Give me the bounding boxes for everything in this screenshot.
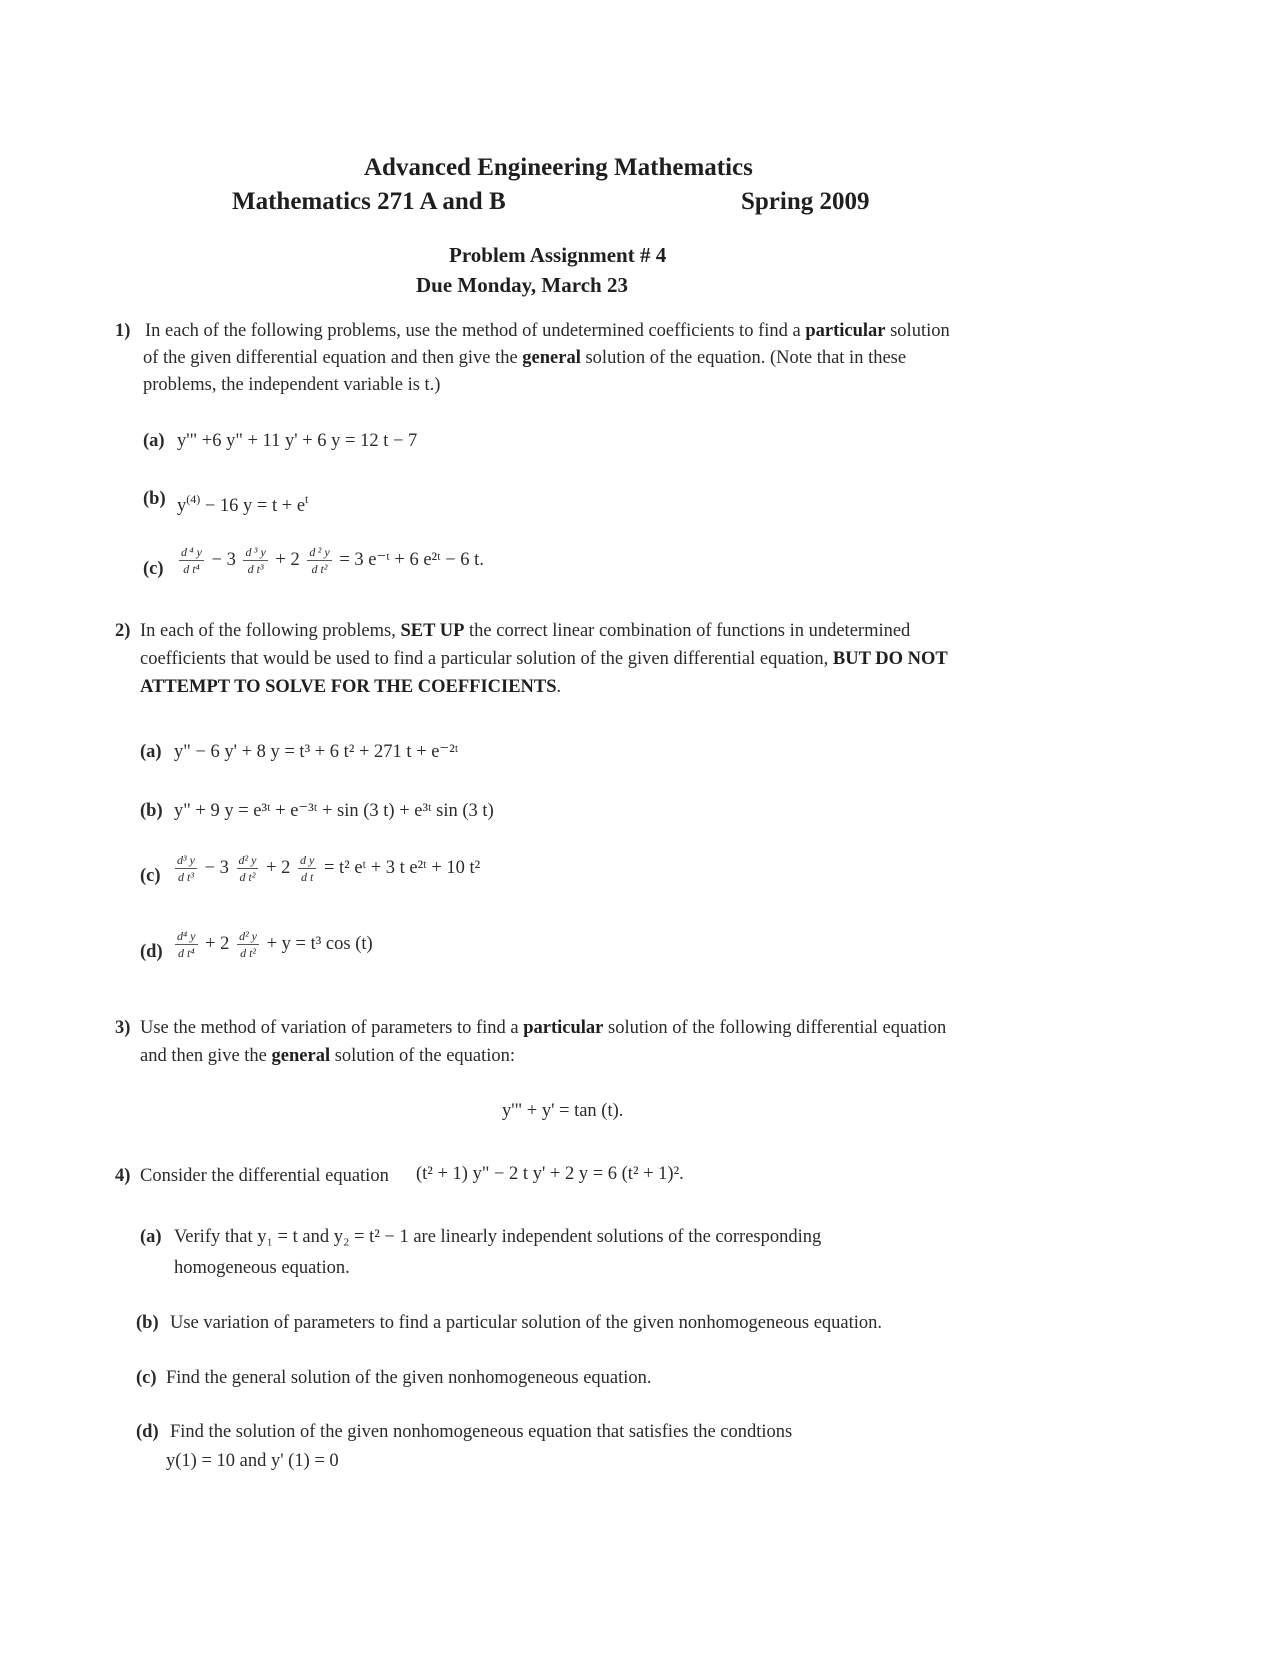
problem-4c-label: (c) [136,1368,157,1388]
problem-2b-label: (b) [140,801,163,821]
problem-4-line-1: Consider the differential equation [140,1166,389,1186]
problem-1a-equation: y'" +6 y" + 11 y' + 6 y = 12 t − 7 [177,431,418,451]
problem-2c-equation: $\frac{\text{d³ y}}{\text{d t³}}$ − 3 $\frac{\text{d² y}}{\text{d t²}}$ + 2 $\frac{\text{d y}}{\text{d t}}$ = t² eᵗ + 3 t e²ᵗ + 10 t² [177,853,481,884]
problem-1-line-2: of the given differential equation and then give the general solution of the equation. (Note that in these [143,348,907,368]
problem-3-line-1: Use the method of variation of parameters to find a particular solution of the following differential equation [140,1018,947,1038]
problem-4b-label: (b) [136,1313,159,1333]
problem-3-equation: y'" + y' = tan (t). [502,1101,624,1121]
term: Spring 2009 [741,188,870,215]
fraction: $\frac{\text{d³ y}}{\text{d t³}}$ [177,853,195,884]
problem-2-line-1: In each of the following problems, SET UP the correct linear combination of functions in undetermined [140,621,911,641]
problem-2-number: 2) [115,621,131,641]
problem-2a-equation: y" − 6 y' + 8 y = t³ + 6 t² + 271 t + e⁻²ᵗ [174,742,459,762]
fraction: $\frac{\text{d² y}}{\text{d t²}}$ [238,853,257,884]
fraction: $\frac{\text{d⁴ y}}{\text{d t⁴}}$ [177,929,196,960]
problem-1b-label: (b) [143,489,166,509]
problem-3-number: 3) [115,1018,131,1038]
problem-2d-label: (d) [140,942,163,962]
problem-1c-label: (c) [143,559,164,579]
problem-2a-label: (a) [140,742,162,762]
fraction: $\frac{\text{d y}}{\text{d t}}$ [300,853,315,884]
problem-4a-label: (a) [140,1227,162,1247]
problem-4a-line-2: homogeneous equation. [174,1258,350,1278]
assignment-title: Problem Assignment # 4 [449,243,667,267]
problem-1a-label: (a) [143,431,165,451]
problem-1b-equation: $y^{(4)} - 16$ $y = t + e^t$ [177,492,309,516]
problem-4c-text: Find the general solution of the given nonhomogeneous equation. [166,1368,652,1388]
problem-1c-equation: $\frac{\text{d ⁴ y}}{\text{d t⁴}}$ − 3 $\frac{\text{d ³ y}}{\text{d t³}}$ + 2 $\frac{\text{d ² y}}{\text{d t²}}$ = 3 e⁻ᵗ + 6 e²ᵗ − 6 t. [181,545,484,576]
problem-4a-line-1: Verify that y₁ = t and y₂ = t² − 1 are linearly independent solutions of the corresponding [174,1227,822,1247]
problem-4-equation: (t² + 1) y" − 2 t y' + 2 y = 6 (t² + 1)². [416,1164,684,1184]
due-date: Due Monday, March 23 [416,273,628,297]
fraction: $\frac{\text{d ³ y}}{\text{d t³}}$ [245,545,266,576]
fraction: $\frac{\text{d ² y}}{\text{d t²}}$ [309,545,330,576]
problem-1-line-1: In each of the following problems, use the method of undetermined coefficients to find a particular solution [145,321,950,341]
problem-3-line-2: and then give the general solution of the equation: [140,1046,516,1066]
fraction: $\frac{\text{d² y}}{\text{d t²}}$ [239,929,257,960]
fraction: $\frac{\text{d ⁴ y}}{\text{d t⁴}}$ [181,545,202,576]
problem-2b-equation: y" + 9 y = e³ᵗ + e⁻³ᵗ + sin (3 t) + e³ᵗ sin (3 t) [174,801,494,821]
course-name: Mathematics 271 A and B [232,188,506,215]
problem-2d-equation: $\frac{\text{d⁴ y}}{\text{d t⁴}}$ + 2 $\frac{\text{d² y}}{\text{d t²}}$ + y = t³ cos (t) [177,929,373,960]
page-title: Advanced Engineering Mathematics [364,154,753,181]
problem-4d-label: (d) [136,1422,159,1442]
problem-4d-line-2: y(1) = 10 and y' (1) = 0 [166,1451,339,1471]
problem-1-number: 1) [115,321,131,341]
problem-4b-text: Use variation of parameters to find a particular solution of the given nonhomogeneous equation. [170,1313,883,1333]
problem-1-line-3: problems, the independent variable is t.) [143,375,441,395]
problem-2-line-3: ATTEMPT TO SOLVE FOR THE COEFFICIENTS. [140,677,562,697]
problem-4d-line-1: Find the solution of the given nonhomogeneous equation that satisfies the condtions [170,1422,793,1442]
problem-4-number: 4) [115,1166,131,1186]
problem-2c-label: (c) [140,866,161,886]
problem-2-line-2: coefficients that would be used to find a particular solution of the given differential equation, BUT DO NOT [140,649,948,669]
